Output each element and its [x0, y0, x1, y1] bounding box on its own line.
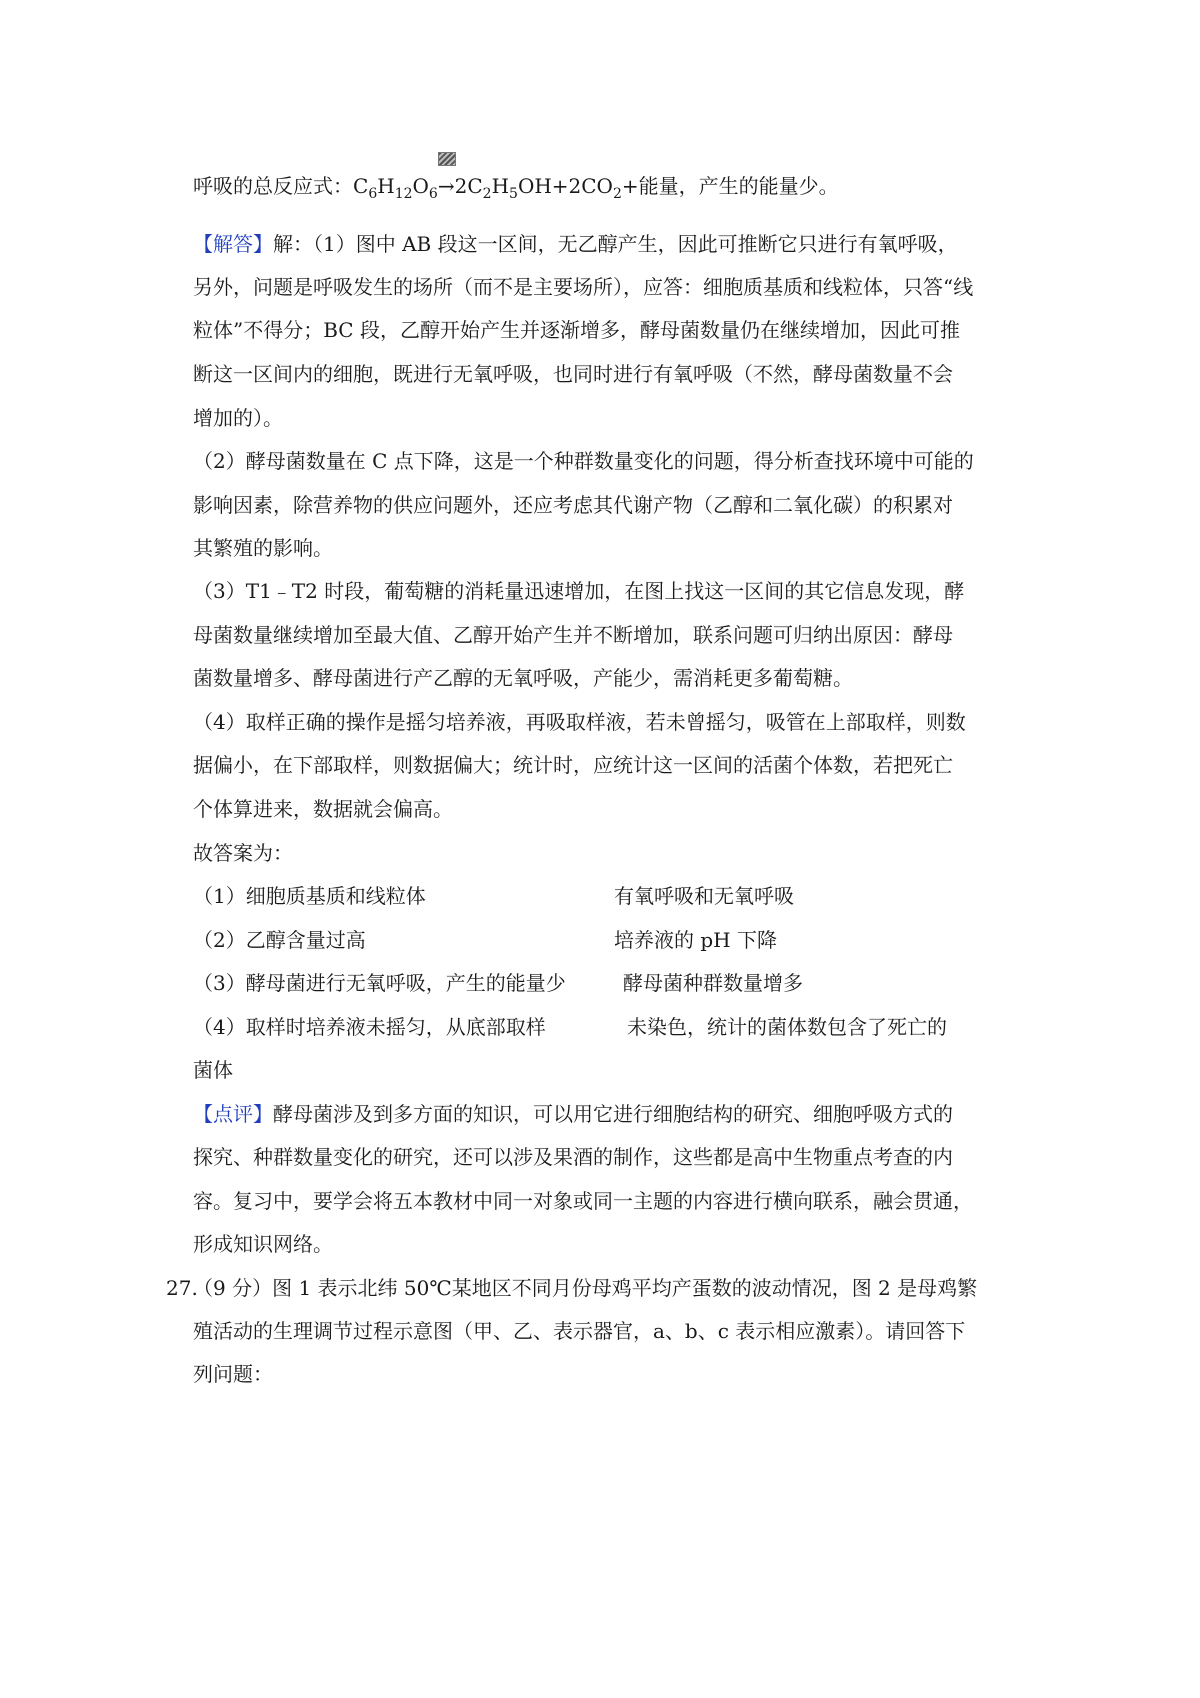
answer-line-2: 另外，问题是呼吸发生的场所（而不是主要场所），应答：细胞质基质和线粒体，只答“线: [193, 275, 974, 299]
question-number: 27.: [166, 1276, 198, 1300]
answer-line-13: 据偏小，在下部取样，则数据偏大；统计时，应统计这一区间的活菌个体数，若把死亡: [193, 753, 953, 777]
answer-line-5: 增加的）。: [193, 406, 283, 430]
answer-item-2-right: 培养液的 pH 下降: [614, 928, 777, 952]
reaction-arrow: →: [438, 172, 455, 200]
answer-item-3-left: （3）酵母菌进行无氧呼吸，产生的能量少: [193, 971, 566, 995]
review-line-3: 容。复习中，要学会将五本教材中同一对象或同一主题的内容进行横向联系，融会贯通，: [193, 1189, 973, 1213]
answer-line-11: 菌数量增多、酵母菌进行产乙醇的无氧呼吸，产能少，需消耗更多葡萄糖。: [193, 666, 853, 690]
formula-suffix: +能量，产生的能量少。: [621, 174, 839, 198]
formula-reactant: $C_6H_{12}O_6$: [353, 174, 438, 202]
answer-item-4-right: 未染色，统计的菌体数包含了死亡的: [627, 1015, 947, 1039]
answer-line-9: （3）T1﹣T2 时段，葡萄糖的消耗量迅速增加，在图上找这一区间的其它信息发现，酵: [193, 579, 965, 603]
answer-line-7: 影响因素，除营养物的供应问题外，还应考虑其代谢产物（乙醇和二氧化碳）的积累对: [193, 493, 953, 517]
answer-item-4-left: （4）取样时培养液未摇匀，从底部取样: [193, 1015, 546, 1039]
answer-line-15: 故答案为：: [193, 841, 293, 865]
review-line-1: 【点评】酵母菌涉及到多方面的知识，可以用它进行细胞结构的研究、细胞呼吸方式的: [193, 1102, 953, 1126]
review-line-4: 形成知识网络。: [193, 1232, 333, 1256]
answer-line-4: 断这一区间内的细胞，既进行无氧呼吸，也同时进行有氧呼吸（不然，酵母菌数量不会: [193, 362, 953, 386]
answer-item-1-left: （1）细胞质基质和线粒体: [193, 884, 426, 908]
answer-line-14: 个体算进来，数据就会偏高。: [193, 797, 453, 821]
answer-line-10: 母菌数量继续增加至最大值、乙醇开始产生并不断增加，联系问题可归纳出原因：酵母: [193, 623, 953, 647]
question-line-2: 殖活动的生理调节过程示意图（甲、乙、表示器官，a、b、c 表示相应激素）。请回答下: [193, 1319, 966, 1343]
answer-item-4-tail: 菌体: [193, 1058, 233, 1082]
answer-item-3-right: 酵母菌种群数量增多: [623, 971, 803, 995]
review-tag: 【点评】: [193, 1102, 273, 1126]
answer-line-12: （4）取样正确的操作是摇匀培养液，再吸取样液，若未曾摇匀，吸管在上部取样，则数: [193, 710, 966, 734]
answer-tag: 【解答】: [193, 232, 273, 256]
question-line-3: 列问题：: [193, 1362, 273, 1386]
enzyme-icon: [438, 152, 456, 166]
answer-line-3: 粒体”不得分；BC 段，乙醇开始产生并逐渐增多，酵母菌数量仍在继续增加，因此可推: [193, 318, 960, 342]
answer-line-6: （2）酵母菌数量在 C 点下降，这是一个种群数量变化的问题，得分析查找环境中可能的: [193, 449, 974, 473]
answer-item-1-right: 有氧呼吸和无氧呼吸: [614, 884, 794, 908]
answer-line-1: 【解答】解：（1）图中 AB 段这一区间，无乙醇产生，因此可推断它只进行有氧呼吸，: [193, 232, 958, 256]
formula-line: [193, 172, 839, 200]
formula-product: $2C_2H_5OH+2CO_2$: [454, 174, 622, 202]
formula-prefix: 呼吸的总反应式：: [193, 174, 353, 198]
answer-item-2-left: （2）乙醇含量过高: [193, 928, 366, 952]
review-line-2: 探究、种群数量变化的研究，还可以涉及果酒的制作，这些都是高中生物重点考查的内: [193, 1145, 953, 1169]
answer-line-8: 其繁殖的影响。: [193, 536, 333, 560]
question-line-1: （9 分）图 1 表示北纬 50℃某地区不同月份母鸡平均产蛋数的波动情况，图 2 是母鸡繁: [193, 1276, 978, 1300]
